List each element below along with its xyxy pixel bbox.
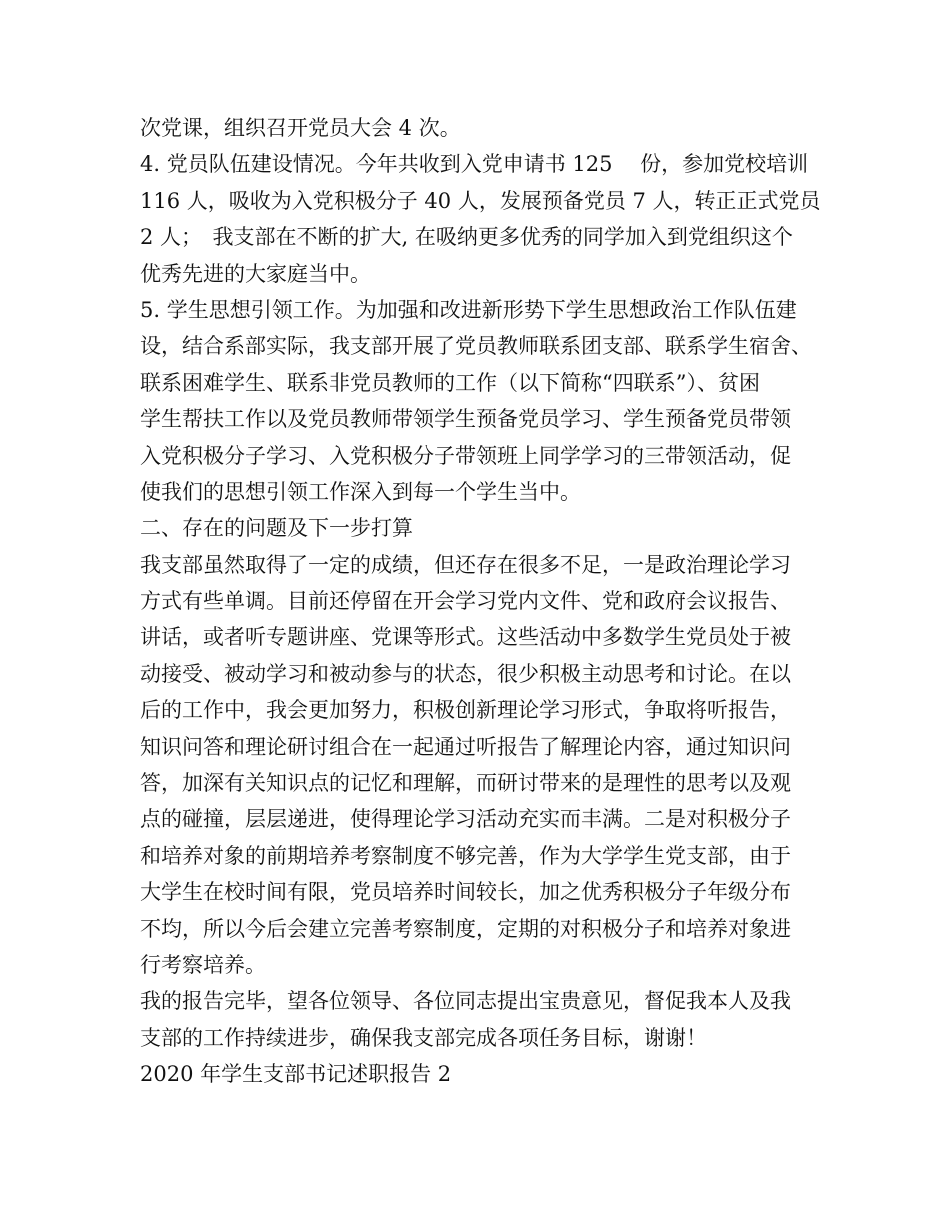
text-line: 我支部虽然取得了一定的成绩，但还存在很多不足，一是政治理论学习	[140, 552, 791, 577]
text-line: 我的报告完毕，望各位领导、各位同志提出宝贵意见，督促我本人及我	[140, 989, 791, 1014]
text-line: 学生帮扶工作以及党员教师带领学生预备党员学习、学生预备党员带领	[140, 407, 791, 432]
text-line: 设，结合系部实际，我支部开展了党员教师联系团支部、联系学生宿舍、	[140, 334, 812, 359]
text-line: 使我们的思想引领工作深入到每一个学生当中。	[140, 479, 581, 504]
text-line: 不均，所以今后会建立完善考察制度，定期的对积极分子和培养对象进	[140, 916, 791, 941]
text-line: 动接受、被动学习和被动参与的状态，很少积极主动思考和讨论。在以	[140, 661, 791, 686]
text-line: 行考察培养。	[140, 952, 266, 977]
text-line: 入党积极分子学习、入党积极分子带领班上同学学习的三带领活动，促	[140, 443, 791, 468]
text-line: 讲话，或者听专题讲座、党课等形式。这些活动中多数学生党员处于被	[140, 625, 791, 650]
text-line: 优秀先进的大家庭当中。	[140, 261, 371, 286]
text-line: 点的碰撞，层层递进，使得理论学习活动充实而丰满。二是对积极分子	[140, 807, 791, 832]
text-line: 116 人，吸收为入党积极分子 40 人，发展预备党员 7 人，转正正式党员	[140, 188, 821, 213]
text-line: 知识问答和理论研讨组合在一起通过听报告了解理论内容，通过知识问	[140, 734, 791, 759]
text-line: 4. 党员队伍建设情况。今年共收到入党申请书 125 份，参加党校培训	[140, 152, 809, 177]
document-body	[140, 110, 830, 1093]
text-line: 联系困难学生、联系非党员教师的工作（以下简称“四联系”）、贫困	[140, 370, 760, 395]
text-line: 2 人； 我支部在不断的扩大, 在吸纳更多优秀的同学加入到党组织这个	[140, 225, 793, 250]
text-line: 支部的工作持续进步，确保我支部完成各项任务目标，谢谢！	[140, 1025, 707, 1050]
text-line: 后的工作中，我会更加努力，积极创新理论学习形式，争取将听报告，	[140, 698, 791, 723]
text-line: 方式有些单调。目前还停留在开会学习党内文件、党和政府会议报告、	[140, 589, 791, 614]
report-title: 2020 年学生支部书记述职报告 2	[140, 1062, 452, 1087]
text-line: 答，加深有关知识点的记忆和理解，而研讨带来的是理性的思考以及观	[140, 771, 791, 796]
text-line: 大学生在校时间有限，党员培养时间较长，加之优秀积极分子年级分布	[140, 880, 791, 905]
text-line: 和培养对象的前期培养考察制度不够完善，作为大学学生党支部，由于	[140, 843, 791, 868]
text-line: 次党课，组织召开党员大会 4 次。	[140, 116, 461, 140]
section-heading: 二、存在的问题及下一步打算	[140, 516, 413, 541]
text-line: 5. 学生思想引领工作。为加强和改进新形势下学生思想政治工作队伍建	[140, 297, 797, 322]
